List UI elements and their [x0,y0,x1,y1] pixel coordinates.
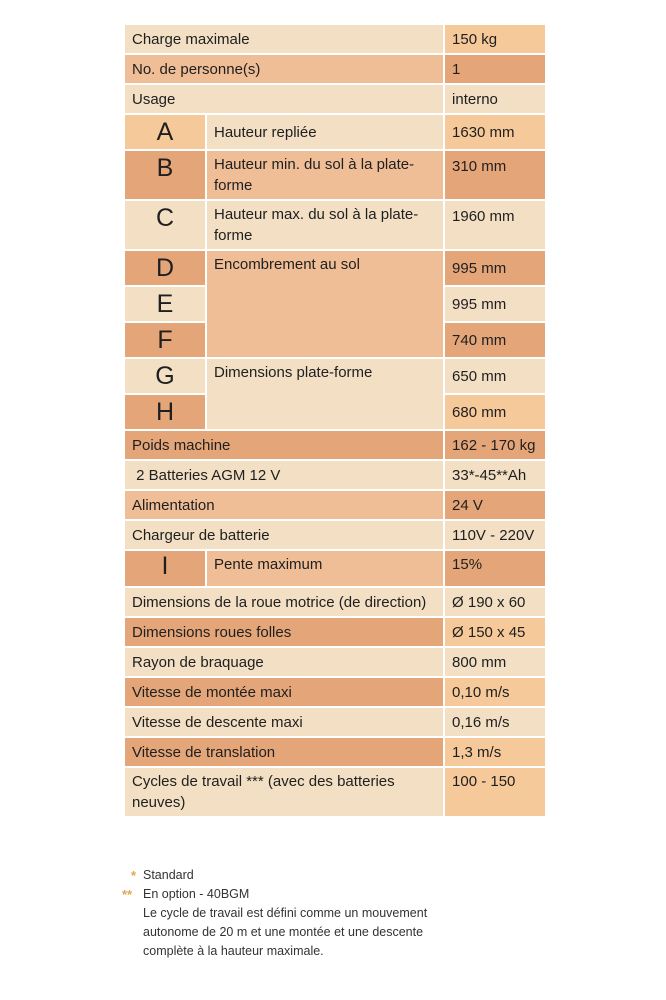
spec-label: Pente maximum [207,551,443,586]
spec-label: Encombrement au sol [207,251,443,357]
spec-row [125,491,545,519]
spec-value: 1,3 m/s [445,738,545,766]
spec-label: Vitesse de descente maxi [125,708,443,736]
footnote-text: Standard [143,868,194,882]
spec-row [125,55,545,83]
spec-value: 1 [445,55,545,83]
spec-label: Hauteur max. du sol à la plate-forme [207,201,443,249]
spec-label: Hauteur min. du sol à la plate-forme [207,151,443,199]
footnote-line: complète à la hauteur maximale. [143,944,324,958]
spec-value: 162 - 170 kg [445,431,545,459]
spec-value: 800 mm [445,648,545,676]
spec-row [125,115,545,149]
footnote-option [122,885,427,904]
spec-label: Chargeur de batterie [125,521,443,549]
dimension-letter: F [125,323,205,357]
dimension-letter: D [125,251,205,285]
dimension-letter: A [125,115,205,149]
spec-label: Rayon de braquage [125,648,443,676]
spec-label: No. de personne(s) [125,55,443,83]
footnote-line: autonome de 20 m et une montée et une descente [143,925,424,939]
spec-value: 33*-45**Ah [445,461,545,489]
asterisk-icon: * [131,868,137,883]
spec-label: Dimensions plate-forme [207,359,443,429]
spec-value: interno [445,85,545,113]
spec-value: 24 V [445,491,545,519]
spec-row [125,648,545,676]
spec-value: 740 mm [445,323,545,357]
spec-value: 1630 mm [445,115,545,149]
spec-value: 995 mm [445,287,545,321]
footnotes [122,866,428,961]
spec-value: 650 mm [445,359,545,393]
spec-value: Ø 190 x 60 [445,588,545,616]
spec-label: Cycles de travail *** (avec des batteries neuves) [125,768,443,816]
spec-label: Charge maximale [125,25,443,53]
dimension-letter: C [125,201,205,249]
spec-value: 995 mm [445,251,545,285]
spec-row [125,768,545,816]
spec-row [125,201,545,249]
spec-row [125,521,545,549]
spec-row [125,85,545,113]
spec-value: 100 - 150 [445,768,545,816]
dimension-letter: E [125,287,205,321]
spec-value: Ø 150 x 45 [445,618,545,646]
spec-row [125,461,545,489]
footnote-description [131,904,427,961]
spec-value: 680 mm [445,395,545,429]
spec-table [123,23,547,818]
spec-value: 1960 mm [445,201,545,249]
spec-value: 15% [445,551,545,586]
spec-label: Usage [125,85,443,113]
spec-row [125,618,545,646]
spec-value: 310 mm [445,151,545,199]
dimension-letter: G [125,359,205,393]
spec-label: Vitesse de montée maxi [125,678,443,706]
spec-row [125,25,545,53]
spec-value: 0,16 m/s [445,708,545,736]
spec-value: 0,10 m/s [445,678,545,706]
spec-label: Vitesse de translation [125,738,443,766]
spec-label: Poids machine [125,431,443,459]
dimension-letter: I [125,551,205,586]
spec-row [125,708,545,736]
footnote-text: En option - 40BGM [143,887,250,901]
dimension-letter: B [125,151,205,199]
spec-label: Dimensions roues folles [125,618,443,646]
spec-row [125,678,545,706]
footnote-line: Le cycle de travail est défini comme un mouvement [143,906,428,920]
spec-value: 150 kg [445,25,545,53]
spec-row [125,588,545,616]
spec-value: 110V - 220V [445,521,545,549]
spec-row [125,251,545,285]
spec-row [125,151,545,199]
spec-row [125,738,545,766]
spec-label: Hauteur repliée [207,115,443,149]
spec-label: Alimentation [125,491,443,519]
spec-row [125,431,545,459]
spec-row [125,551,545,586]
double-asterisk-icon: ** [122,887,133,902]
dimension-letter: H [125,395,205,429]
spec-label: Dimensions de la roue motrice (de direction) [125,588,443,616]
spec-label: 2 Batteries AGM 12 V [125,461,443,489]
footnote-standard [131,866,427,885]
spec-row [125,359,545,393]
